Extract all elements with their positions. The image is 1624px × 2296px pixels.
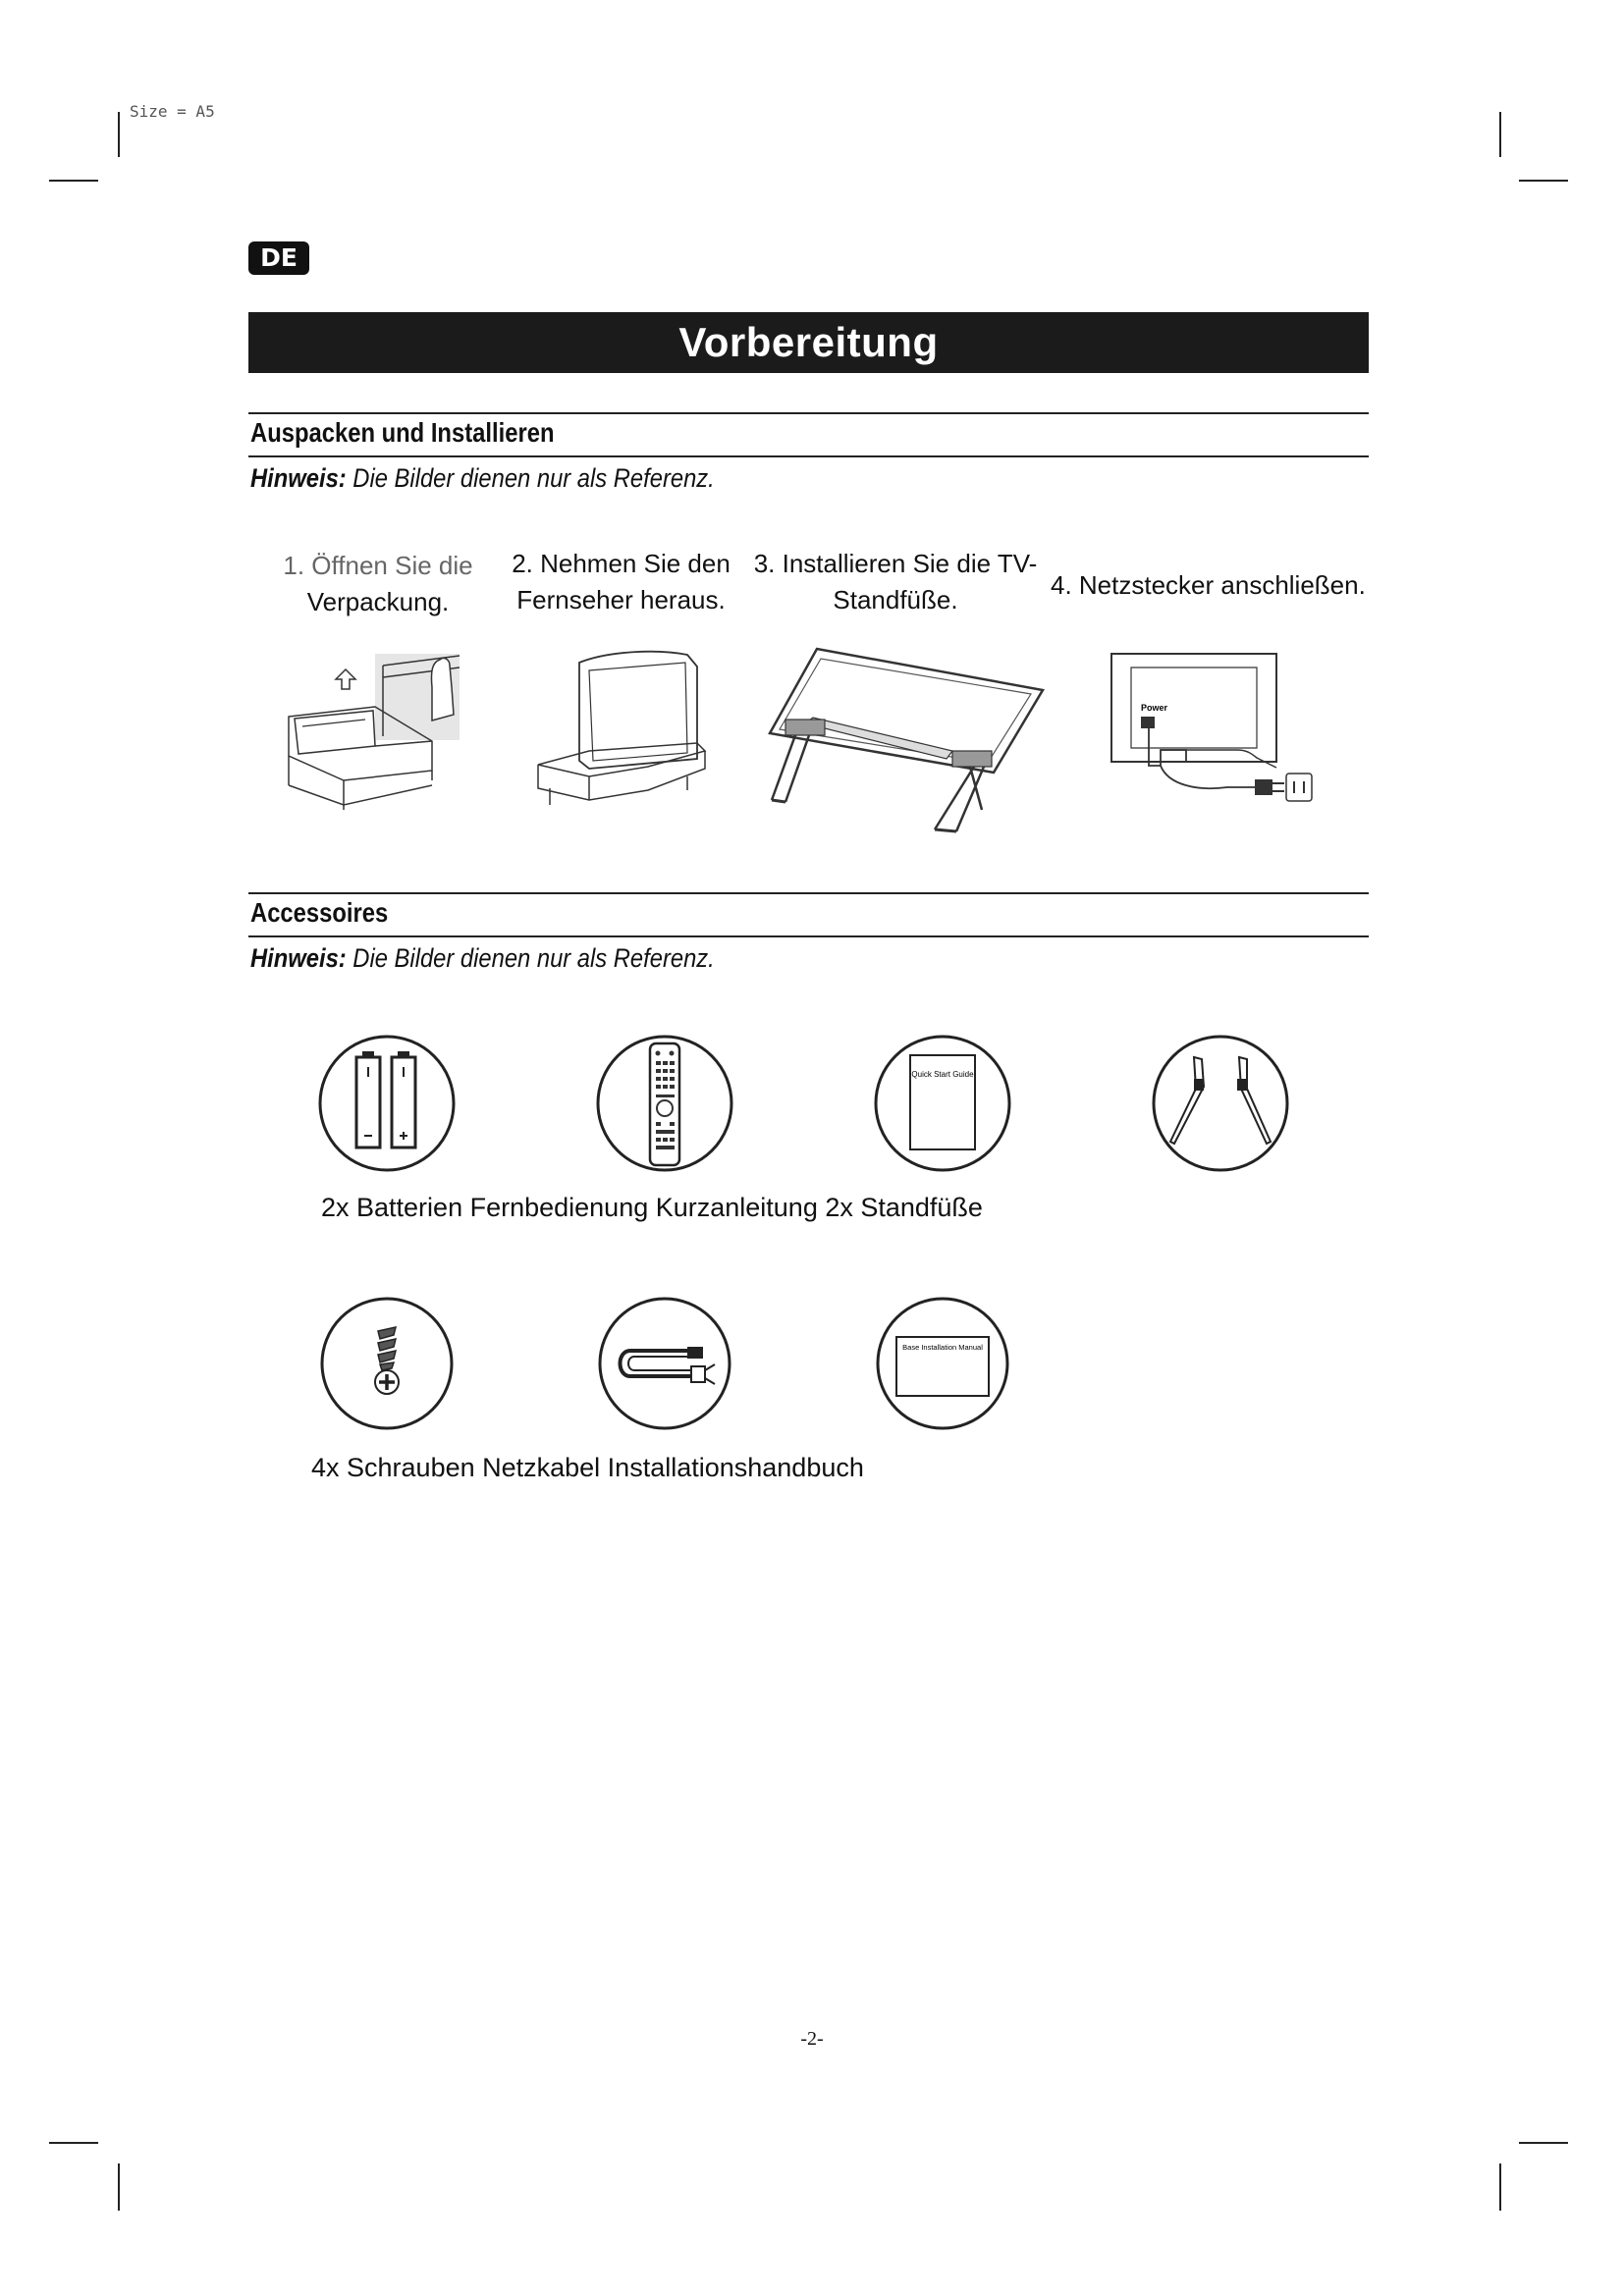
page-number: -2- bbox=[800, 2028, 824, 2050]
tv-removal-illustration bbox=[530, 643, 707, 810]
remote-control-icon bbox=[595, 1034, 734, 1173]
step-1-label: 1. Öffnen Sie die Verpackung. bbox=[283, 551, 473, 616]
accessories-row1-caption: 2x Batterien Fernbedienung Kurzanleitung 2x Standfüße bbox=[321, 1193, 983, 1222]
note-label: Hinweis: bbox=[250, 463, 347, 493]
accessories-row2-caption: 4x Schrauben Netzkabel Installationshandbuch bbox=[311, 1453, 864, 1482]
note-text: Die Bilder dienen nur als Referenz. bbox=[346, 943, 715, 973]
language-badge: DE bbox=[248, 241, 309, 275]
installation-manual-label: Base Installation Manual bbox=[902, 1343, 983, 1352]
note-label: Hinweis: bbox=[250, 943, 347, 973]
reference-note bbox=[250, 463, 715, 494]
power-cable-icon bbox=[597, 1296, 732, 1431]
crop-mark bbox=[49, 180, 98, 182]
power-port-label: Power bbox=[1141, 703, 1168, 713]
section-rule bbox=[248, 412, 1369, 414]
stand-feet-icon bbox=[1151, 1034, 1290, 1173]
section-rule bbox=[248, 935, 1369, 937]
screw-icon bbox=[319, 1296, 455, 1431]
size-marker: Size = A5 bbox=[130, 102, 215, 121]
batteries-icon bbox=[317, 1034, 457, 1173]
crop-mark bbox=[118, 2163, 120, 2211]
step-3-label: 3. Installieren Sie die TV- Standfüße. bbox=[753, 549, 1038, 614]
installation-manual-icon bbox=[875, 1296, 1010, 1431]
crop-mark bbox=[1519, 2142, 1568, 2144]
step-2-label: 2. Nehmen Sie den Fernseher heraus. bbox=[512, 549, 731, 614]
crop-mark bbox=[1499, 112, 1501, 157]
reference-note bbox=[250, 943, 715, 974]
power-plug-illustration bbox=[1110, 648, 1316, 815]
crop-mark bbox=[49, 2142, 98, 2144]
note-text: Die Bilder dienen nur als Referenz. bbox=[346, 463, 715, 493]
section-title-unpack: Auspacken und Installieren bbox=[250, 417, 555, 448]
quick-start-guide-label: Quick Start Guide bbox=[911, 1070, 974, 1079]
quick-start-guide-icon bbox=[873, 1034, 1012, 1173]
stand-install-illustration bbox=[766, 643, 1046, 834]
crop-mark bbox=[1499, 2163, 1501, 2211]
section-title-accessories: Accessoires bbox=[250, 897, 389, 928]
section-rule bbox=[248, 892, 1369, 894]
crop-mark bbox=[1519, 180, 1568, 182]
crop-mark bbox=[118, 112, 120, 157]
page-title: Vorbereitung bbox=[248, 312, 1369, 373]
section-rule bbox=[248, 455, 1369, 457]
step-4-label: 4. Netzstecker anschließen. bbox=[1051, 570, 1366, 600]
open-box-illustration bbox=[285, 648, 471, 810]
